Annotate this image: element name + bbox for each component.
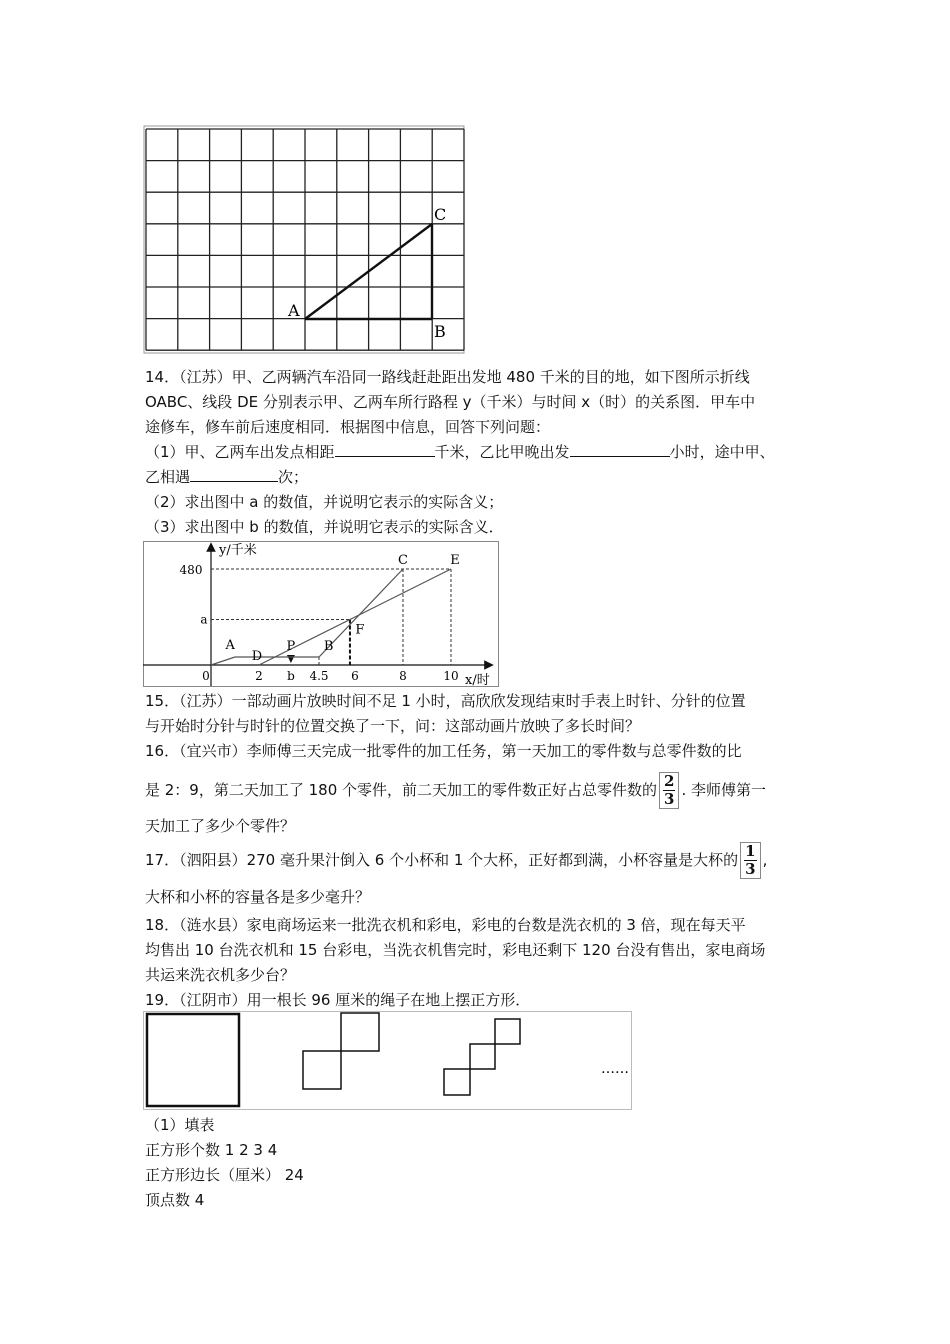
fraction-numerator: 2	[664, 772, 675, 790]
label-c: C	[434, 205, 447, 224]
q15-line2: 与开始时分针与时针的位置交换了一下，问：这部动画片放映了多长时间？	[145, 717, 641, 735]
point-label-b: B	[323, 639, 334, 654]
x-tick-4-5: 4.5	[309, 669, 329, 683]
point-label-d: D	[251, 649, 263, 664]
y-axis-label: y/千米	[219, 543, 257, 558]
label-b: B	[434, 322, 446, 341]
blank-distance[interactable]	[335, 442, 435, 457]
q15-line1: 15．（江苏）一部动画片放映时间不足 1 小时，高欣欣发现结束时手表上时针、分针的位置	[145, 692, 746, 710]
q19-fill-table: （1）填表	[145, 1116, 215, 1134]
q14-line2: OABC、线段 DE 分别表示甲、乙两车所行路程 y（千米）与时间 x（时）的关系图．甲车中	[145, 393, 756, 411]
q14-sub1-e: 次；	[278, 468, 309, 486]
point-label-f: F	[355, 622, 365, 638]
q14-sub1-b: 千米，乙比甲晚出发	[434, 443, 570, 461]
q19-row-count: 正方形个数 1 2 3 4	[145, 1141, 278, 1159]
fraction-numerator: 1	[745, 842, 756, 860]
x-axis-label: x/时	[465, 673, 490, 687]
q19-line1: 19．（江阴市）用一根长 96 厘米的绳子在地上摆正方形．	[145, 991, 531, 1009]
q14-line1: 14．（江苏）甲、乙两辆汽车沿同一路线赶赴距出发地 480 千米的目的地，如下图所示折线	[145, 368, 750, 386]
x-tick-8: 8	[399, 669, 407, 683]
q16-line3: 天加工了多少个零件？	[145, 817, 296, 835]
q19-row-vertices: 顶点数 4	[145, 1191, 205, 1209]
point-label-p: P	[286, 639, 296, 654]
y-tick-a: a	[200, 612, 208, 627]
point-label-e: E	[450, 553, 460, 568]
fraction-denominator: 3	[664, 790, 675, 808]
q17-line2: 大杯和小杯的容量各是多少毫升？	[145, 888, 371, 906]
q16-line1: 16．（宜兴市）李师傅三天完成一批零件的加工任务，第一天加工的零件数与总零件数的比	[145, 742, 742, 760]
squares-figure	[143, 1011, 632, 1110]
q16-line2-a: 是 2：9，第二天加工了 180 个零件，前二天加工的零件数正好占总零件数的	[145, 781, 658, 799]
point-label-c: C	[398, 553, 408, 568]
q14-sub1-line2	[145, 466, 308, 488]
fraction-denominator: 3	[745, 860, 756, 878]
x-tick-2: 2	[255, 669, 263, 683]
q14-sub1-d: 乙相遇	[145, 468, 191, 486]
q14-sub1-a: （1）甲、乙两车出发点相距	[145, 443, 335, 461]
fraction-two-thirds	[659, 772, 679, 809]
fraction-one-third	[740, 842, 760, 879]
q14-sub1-line	[145, 441, 775, 463]
q16-line2-b: . 李师傅第一	[681, 781, 767, 799]
q17-line1	[145, 842, 767, 879]
blank-meet-count[interactable]	[190, 467, 278, 482]
q14-line3: 途修车，修车前后速度相同．根据图中信息，回答下列问题：	[145, 418, 551, 436]
grid-triangle-figure	[143, 125, 465, 354]
q17-line1-b: ,	[762, 851, 768, 869]
point-label-a: A	[225, 638, 235, 653]
q18-line3: 共运来洗衣机多少台？	[145, 966, 296, 984]
x-tick-10: 10	[443, 669, 459, 683]
distance-time-chart	[143, 541, 499, 687]
q17-line1-a: 17．（泗阳县）270 毫升果汁倒入 6 个小杯和 1 个大杯，正好都到满，小杯容量是大杯的	[145, 851, 739, 869]
blank-delay[interactable]	[570, 442, 670, 457]
q14-sub1-c: 小时，途中甲、	[669, 443, 775, 461]
q16-line2	[145, 772, 766, 809]
q14-sub2: （2）求出图中 a 的数值，并说明它表示的实际含义；	[145, 493, 504, 511]
q18-line2: 均售出 10 台洗衣机和 15 台彩电，当洗衣机售完时，彩电还剩下 120 台没有售出，家电商场	[145, 941, 766, 959]
ellipsis: ……	[601, 1061, 629, 1077]
x-tick-b: b	[287, 669, 295, 683]
x-tick-6: 6	[351, 669, 359, 683]
q18-line1: 18．（涟水县）家电商场运来一批洗衣机和彩电，彩电的台数是洗衣机的 3 倍，现在每天平	[145, 916, 746, 934]
x-tick-0: 0	[202, 669, 210, 683]
q14-sub3: （3）求出图中 b 的数值，并说明它表示的实际含义．	[145, 518, 504, 536]
y-tick-480: 480	[179, 563, 203, 577]
label-a: A	[288, 301, 300, 320]
q19-row-side: 正方形边长（厘米） 24	[145, 1166, 304, 1184]
